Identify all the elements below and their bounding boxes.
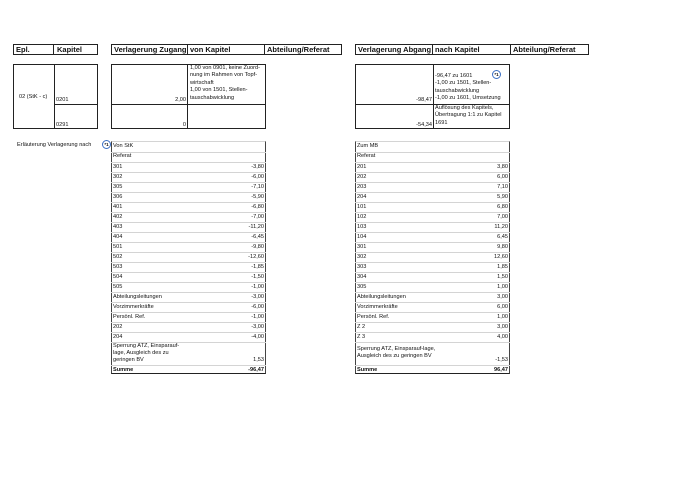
- right-table-row-value: 5,90: [497, 193, 508, 200]
- epl-value: 02 (StK - c): [19, 94, 48, 100]
- zugang-value-1: 2,00: [175, 97, 186, 103]
- left-table-row-label: 501: [113, 243, 123, 250]
- left-table-row-label: 403: [113, 223, 123, 230]
- right-table-row-value: 7,00: [497, 213, 508, 220]
- right-table-row-value: 1,50: [497, 273, 508, 280]
- footnote-marker-upper: *1: [492, 70, 501, 79]
- left-table-row-label: 401: [113, 203, 123, 210]
- right-table-row-divider: [355, 342, 510, 343]
- right-table-row-label: Z 2: [357, 323, 366, 330]
- right-table-row-value: 3,80: [497, 163, 508, 170]
- right-table-row-value: 9,80: [497, 243, 508, 250]
- right-table-row-value: 6,45: [497, 233, 508, 240]
- left-table-row-label: 306: [113, 193, 123, 200]
- right-table-row-label: 202: [357, 173, 367, 180]
- header-abteilung-referat-1: Abteilung/Referat: [267, 45, 330, 54]
- right-table-row-label: 102: [357, 213, 367, 220]
- right-table-row-label: Z 3: [357, 333, 366, 340]
- right-table-row-label: 204: [357, 193, 367, 200]
- right-table-row-label: 203: [357, 183, 367, 190]
- right-table-row-label: 305: [357, 283, 367, 290]
- left-table-row-value: -1,50: [251, 273, 264, 280]
- header-verlagerung-abgang: Verlagerung Abgang: [358, 45, 432, 54]
- left-table-row-value: -3,00: [251, 323, 264, 330]
- left-table-row-value: -6,80: [251, 203, 264, 210]
- left-table-row-label: 504: [113, 273, 123, 280]
- nach-kapitel-text-2: Auflösung des Kapitels, Übertragung 1:1 zu Kapitel 1691: [435, 105, 502, 126]
- right-table-row-label: 303: [357, 263, 367, 270]
- right-table-sperrung-text: Sperrung ATZ, Einsparauf-lage,: [357, 346, 436, 352]
- right-table-row-label: Vorzimmerkräfte: [357, 303, 398, 310]
- header-nach-kapitel: nach Kapitel: [435, 45, 480, 54]
- left-table-sperrung-value: 1,53: [253, 357, 264, 363]
- abgang-value-1: -98,47: [416, 97, 432, 103]
- left-table-sperrung-text: Sperrung ATZ, Einsparauf-: [113, 342, 180, 349]
- left-table-row-value: -7,00: [251, 213, 264, 220]
- header-von-kapitel: von Kapitel: [190, 45, 231, 54]
- right-table-row-label: Persönl. Ref.: [357, 313, 390, 320]
- left-table-row-label: 204: [113, 333, 123, 340]
- header-epl: Epl.: [16, 45, 30, 54]
- right-table-row-label: 301: [357, 243, 367, 250]
- right-table-row-value: 11,20: [494, 223, 508, 230]
- right-table-row-label: 103: [357, 223, 367, 230]
- kapitel-0201: 0201: [56, 97, 69, 103]
- left-table-row-value: -3,80: [251, 163, 264, 170]
- left-table-row-value: -9,80: [251, 243, 264, 250]
- right-table-row-label: Abteilungsleitungen: [357, 293, 406, 300]
- zugang-value-2: 0: [182, 122, 186, 128]
- right-table-header: Referat: [357, 153, 376, 159]
- left-table-sperrung-text: lage, Ausgleich des zu: [113, 349, 169, 356]
- right-table-row-value: 1,00: [497, 283, 508, 290]
- left-table-summe-value: -96,47: [248, 366, 264, 373]
- left-table-row-value: -1,00: [251, 313, 264, 320]
- right-table-sperrung-value: -1,53: [495, 357, 508, 363]
- left-table-row-value: -7,10: [251, 183, 264, 190]
- right-table-row-value: 4,00: [497, 333, 508, 340]
- header-left: [13, 44, 98, 55]
- right-table-row-value: 7,10: [497, 183, 508, 190]
- left-table-header: Referat: [113, 153, 132, 159]
- left-table-divider: [111, 152, 266, 153]
- explanation-label: Erläuterung Verlagerung nach: [17, 142, 92, 148]
- left-table-row-label: 402: [113, 213, 123, 220]
- header-abteilung-referat-2: Abteilung/Referat: [513, 45, 576, 54]
- left-table-row-value: -5,90: [251, 193, 264, 200]
- left-table-summe-label: Summe: [113, 366, 134, 373]
- footnote-marker-explanation: *1: [102, 140, 111, 149]
- right-table-divider: [355, 152, 510, 153]
- left-table-row-value: -11,20: [248, 223, 264, 230]
- left-table-row-value: -1,85: [251, 263, 264, 270]
- right-table-title: Zum MB: [357, 143, 379, 149]
- right-table-row-value: 12,60: [494, 253, 508, 260]
- right-table-row-label: 104: [357, 233, 367, 240]
- left-table-row-value: -1,00: [251, 283, 264, 290]
- left-table-title: Von StK: [113, 143, 134, 149]
- left-table-row-value: -3,00: [251, 293, 264, 300]
- right-table-row-value: 3,00: [497, 323, 508, 330]
- von-kapitel-text: 1,00 von 0901, keine Zuord- nung im Rahmen von Topf- wirtschaft 1,00 von 1501, Stellen- tauschabwicklung: [190, 65, 260, 101]
- header-kapitel: Kapitel: [57, 45, 83, 54]
- right-table-row-value: 1,85: [497, 263, 508, 270]
- right-table-row-label: 101: [357, 203, 367, 210]
- kapitel-0291: 0291: [56, 122, 69, 128]
- right-table-sperrung-text: Ausgleich des zu geringen BV: [357, 353, 432, 360]
- left-table-row-value: -6,00: [251, 303, 264, 310]
- left-table-row-label: 202: [113, 323, 123, 330]
- right-table-row-label: 302: [357, 253, 367, 260]
- left-table-row-label: 305: [113, 183, 123, 190]
- left-table-row-label: Persönl. Ref.: [113, 313, 146, 320]
- right-table-row-value: 1,00: [497, 313, 508, 320]
- left-table-row-label: Vorzimmerkräfte: [113, 303, 154, 310]
- header-middle: [111, 44, 342, 55]
- right-table-summe-label: Summe: [357, 366, 378, 373]
- left-table-row-value: -12,60: [248, 253, 264, 260]
- header-right: [355, 44, 589, 55]
- abgang-value-2: -54,34: [416, 122, 432, 128]
- nach-kapitel-text-1: -96,47 zu 1601 -1,00 zu 1501, Stellen- tauschabwicklung -1,00 zu 1601, Umsetzung: [435, 73, 501, 102]
- left-table-row-label: Abteilungsleitungen: [113, 293, 162, 300]
- left-table-row-label: 404: [113, 233, 123, 240]
- right-table-row-label: 304: [357, 273, 367, 280]
- right-table-summe-value: 96,47: [494, 366, 508, 373]
- left-table-row-label: 301: [113, 163, 123, 170]
- left-table-row-label: 503: [113, 263, 123, 270]
- right-table-row-value: 6,00: [497, 173, 508, 180]
- left-table-row-value: -4,00: [251, 333, 264, 340]
- left-table-sperrung-text: geringen BV: [113, 357, 144, 364]
- left-table-row-value: -6,45: [251, 233, 264, 240]
- left-table-row-label: 505: [113, 283, 123, 290]
- left-table-row-value: -6,00: [251, 173, 264, 180]
- left-table-row-label: 302: [113, 173, 123, 180]
- right-table-row-value: 3,00: [497, 293, 508, 300]
- right-table-row-label: 201: [357, 163, 367, 170]
- left-table-row-label: 502: [113, 253, 123, 260]
- right-table-row-value: 6,80: [497, 203, 508, 210]
- header-verlagerung-zugang: Verlagerung Zugang: [114, 45, 187, 54]
- right-table-row-value: 6,00: [497, 303, 508, 310]
